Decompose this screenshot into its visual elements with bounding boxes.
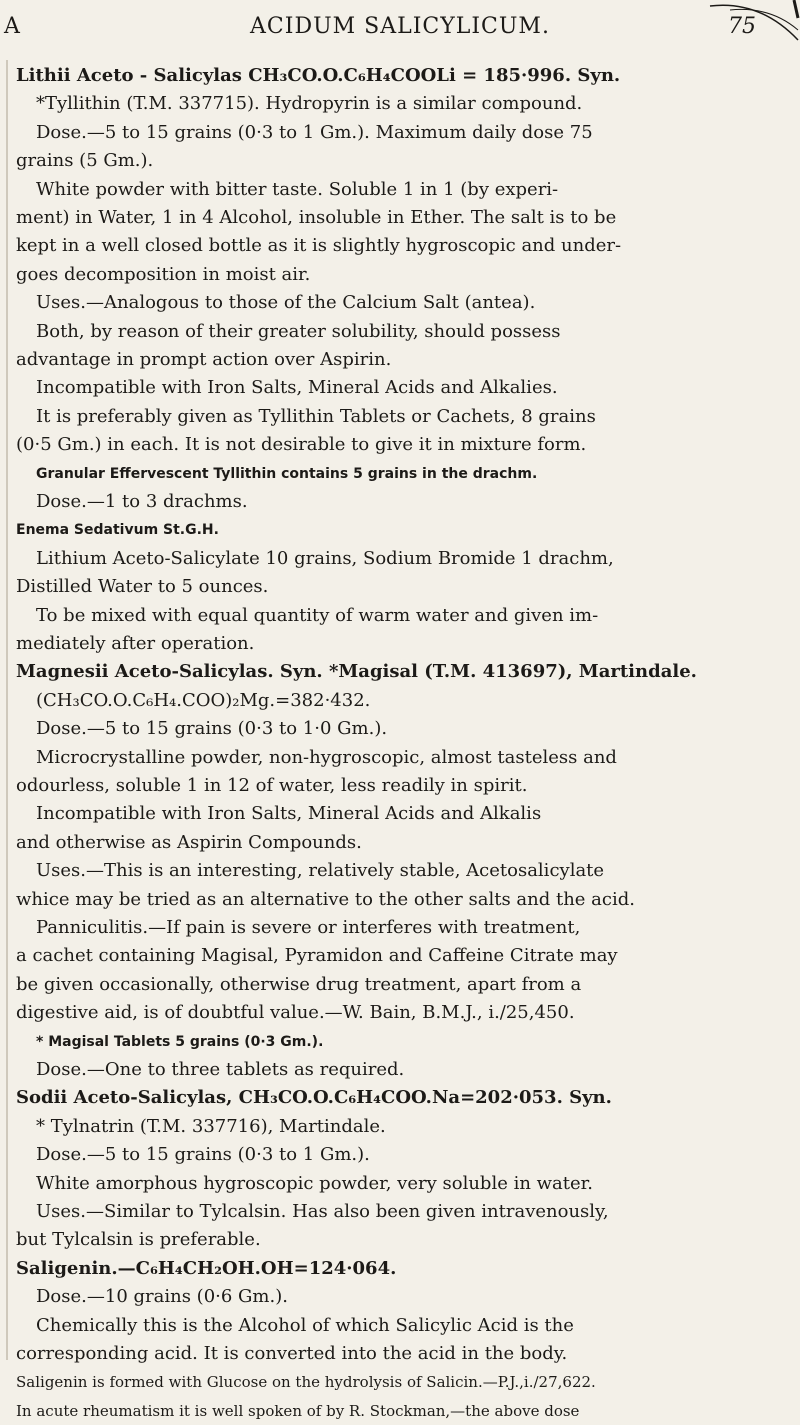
text-line: odourless, soluble 1 in 12 of water, less readily in spirit. xyxy=(16,775,528,796)
text-line: advantage in prompt action over Aspirin. xyxy=(16,349,392,370)
text-line: To be mixed with equal quantity of warm water and given im- xyxy=(36,604,599,626)
text-line: * Tylnatrin (T.M. 337716), Martindale. xyxy=(36,1115,386,1137)
header-left-mark: A xyxy=(4,14,20,39)
text-line: Microcrystalline powder, non-hygroscopic, almost tasteless and xyxy=(36,746,617,768)
text-line: Saligenin is formed with Glucose on the hydrolysis of Salicin.—P.J.,i./27,622. xyxy=(16,1373,596,1392)
text-line: Dose.—One to three tablets as required. xyxy=(36,1059,405,1080)
text-line: Both, by reason of their greater solubility, should possess xyxy=(36,320,561,342)
text-line: ment) in Water, 1 in 4 Alcohol, insoluble in Ether. The salt is to be xyxy=(16,207,617,228)
text-line: goes decomposition in moist air. xyxy=(16,263,311,285)
text-line: digestive aid, is of doubtful value.—W. Bain, B.M.J., i./25,450. xyxy=(16,1002,575,1024)
text-line: * Magisal Tablets 5 grains (0·3 Gm.). xyxy=(36,1033,324,1050)
text-line: Saligenin.—C₆H₄CH₂OH.OH=124·064. xyxy=(16,1257,397,1279)
page-number: 75 xyxy=(728,14,756,39)
page-title: ACIDUM SALICYLICUM. xyxy=(250,14,550,39)
text-line: Sodii Aceto-Salicylas, CH₃CO.O.C₆H₄COO.Na=202·053. Syn. xyxy=(16,1087,612,1109)
text-line: be given occasionally, otherwise drug treatment, apart from a xyxy=(16,973,582,995)
text-line: White powder with bitter taste. Soluble 1 in 1 (by experi- xyxy=(36,178,559,200)
text-line: Panniculitis.—If pain is severe or interferes with treatment, xyxy=(36,917,581,938)
text-line: Enema Sedativum St.G.H. xyxy=(16,522,219,539)
text-line: Lithii Aceto - Salicylas CH₃CO.O.C₆H₄COOLi = 185·996. Syn. xyxy=(16,65,621,86)
text-line: In acute rheumatism it is well spoken of by R. Stockman,—the above dose xyxy=(16,1401,580,1420)
text-line: Incompatible with Iron Salts, Mineral Acids and Alkalies. xyxy=(36,377,558,399)
text-line: corresponding acid. It is converted into the acid in the body. xyxy=(16,1343,568,1364)
running-header xyxy=(0,14,800,46)
text-line: Distilled Water to 5 ounces. xyxy=(16,576,269,598)
text-line: a cachet containing Magisal, Pyramidon and Caffeine Citrate may xyxy=(16,945,618,967)
text-line: Uses.—Similar to Tylcalsin. Has also been given intravenously, xyxy=(36,1201,609,1222)
text-line: White amorphous hygroscopic powder, very soluble in water. xyxy=(36,1172,594,1194)
text-line: Chemically this is the Alcohol of which Salicylic Acid is the xyxy=(36,1314,574,1336)
text-line: Incompatible with Iron Salts, Mineral Acids and Alkalis xyxy=(36,803,542,825)
text-line: Uses.—Analogous to those of the Calcium Salt (antea). xyxy=(36,292,536,314)
text-line: (0·5 Gm.) in each. It is not desirable to give it in mixture form. xyxy=(16,434,587,456)
text-line: Lithium Aceto-Salicylate 10 grains, Sodium Bromide 1 drachm, xyxy=(36,547,614,569)
text-line: Magnesii Aceto-Salicylas. Syn. *Magisal (T.M. 413697), Martindale. xyxy=(16,661,697,683)
text-line: and otherwise as Aspirin Compounds. xyxy=(16,831,362,853)
text-line: Dose.—5 to 15 grains (0·3 to 1 Gm.). Maximum daily dose 75 xyxy=(36,121,593,143)
left-margin-rule xyxy=(6,60,8,1360)
text-line: but Tylcalsin is preferable. xyxy=(16,1229,261,1251)
text-line: whice may be tried as an alternative to the other salts and the acid. xyxy=(16,888,635,910)
text-line: Granular Effervescent Tyllithin contains 5 grains in the drachm. xyxy=(36,465,538,482)
text-line: kept in a well closed bottle as it is slightly hygroscopic and under- xyxy=(16,235,622,257)
text-line: mediately after operation. xyxy=(16,633,255,654)
text-line: It is preferably given as Tyllithin Tablets or Cachets, 8 grains xyxy=(36,405,596,427)
text-line: Uses.—This is an interesting, relatively stable, Acetosalicylate xyxy=(36,860,605,882)
text-line: Dose.—1 to 3 drachms. xyxy=(36,491,248,512)
text-line: grains (5 Gm.). xyxy=(16,150,154,172)
text-line: Dose.—10 grains (0·6 Gm.). xyxy=(36,1286,288,1308)
text-line: Dose.—5 to 15 grains (0·3 to 1 Gm.). xyxy=(36,1144,370,1166)
text-line: (CH₃CO.O.C₆H₄.COO)₂Mg.=382·432. xyxy=(36,689,371,711)
text-line: *Tyllithin (T.M. 337715). Hydropyrin is a similar compound. xyxy=(36,93,583,115)
text-line: Dose.—5 to 15 grains (0·3 to 1·0 Gm.). xyxy=(36,718,388,740)
